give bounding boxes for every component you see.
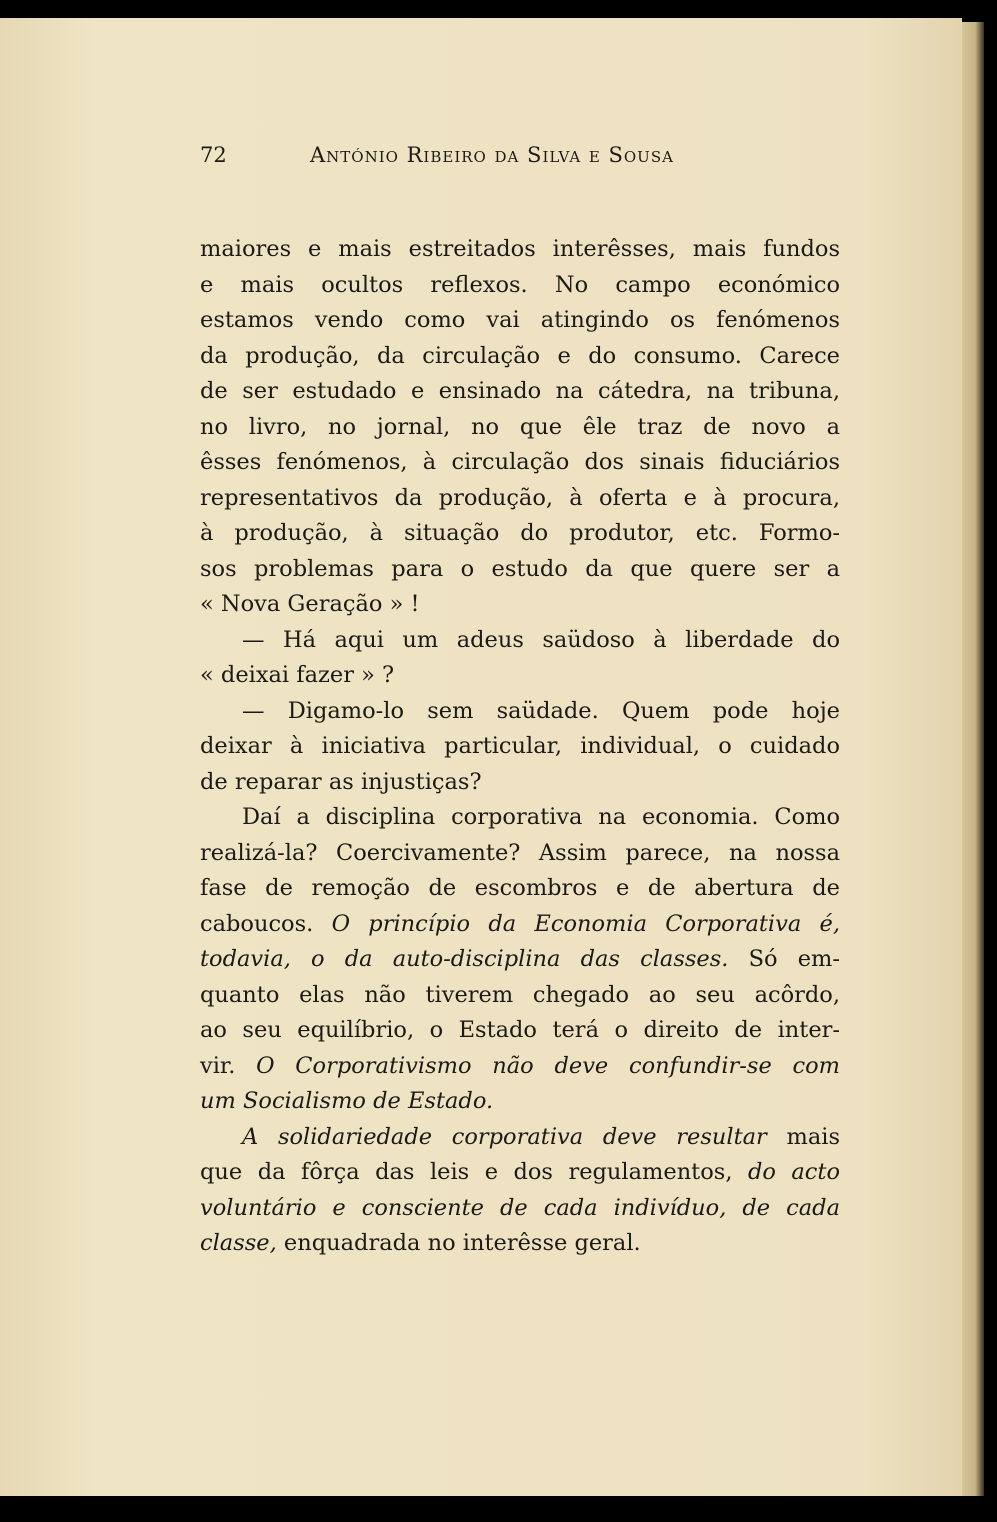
text-run: estamos vendo como vai atingindo os fenómenos bbox=[200, 307, 840, 333]
text-run: caboucos. bbox=[200, 910, 332, 937]
text-line bbox=[200, 303, 840, 339]
text-run: representativos da produção, à oferta e à procura, bbox=[200, 484, 840, 511]
text-line bbox=[200, 729, 840, 765]
text-run: que da fôrça das leis e dos regulamentos, bbox=[200, 1159, 748, 1185]
text-run: « deixai fazer » ? bbox=[200, 662, 395, 688]
italic-text: O Corporativismo não deve confundir-se com bbox=[256, 1052, 840, 1079]
text-line bbox=[200, 1084, 840, 1120]
text-line bbox=[200, 232, 840, 268]
text-line bbox=[200, 1049, 840, 1085]
text-run: maiores e mais estreitados interêsses, mais fundos bbox=[200, 236, 840, 262]
text-line bbox=[200, 871, 840, 907]
text-run: realizá-la? Coercivamente? Assim parece, na nossa bbox=[200, 839, 840, 866]
text-run: no livro, no jornal, no que êle traz de novo a bbox=[200, 413, 840, 440]
text-run: mais bbox=[766, 1123, 840, 1150]
text-run: — Digamo-lo sem saüdade. Quem pode hoje bbox=[242, 697, 840, 724]
text-line bbox=[200, 1155, 840, 1191]
italic-text: voluntário e consciente de cada indivíduo, de cada bbox=[200, 1194, 840, 1221]
text-line bbox=[200, 516, 840, 552]
text-line bbox=[200, 445, 840, 481]
text-line bbox=[200, 800, 840, 836]
text-line bbox=[200, 552, 840, 588]
text-line bbox=[200, 978, 840, 1014]
text-run: — Há aqui um adeus saüdoso à liberdade do bbox=[242, 626, 840, 653]
text-run: Só em- bbox=[728, 946, 840, 972]
text-run: Daí a disciplina corporativa na economia. Como bbox=[242, 804, 840, 830]
text-line bbox=[200, 268, 840, 304]
text-line bbox=[200, 658, 840, 694]
text-line bbox=[200, 623, 840, 659]
italic-text: O princípio da Economia Corporativa é, bbox=[331, 910, 840, 937]
text-line bbox=[200, 694, 840, 730]
text-line bbox=[200, 374, 840, 410]
text-run: da produção, da circulação e do consumo. Carece bbox=[200, 342, 840, 369]
italic-text: um Socialismo de Estado. bbox=[200, 1088, 494, 1114]
text-run: ao seu equilíbrio, o Estado terá o direito de inter- bbox=[200, 1017, 840, 1043]
text-line bbox=[200, 1191, 840, 1227]
text-run: de ser estudado e ensinado na cátedra, na tribuna, bbox=[200, 378, 840, 404]
text-run: e mais ocultos reflexos. No campo económico bbox=[200, 271, 840, 298]
text-run: quanto elas não tiverem chegado ao seu acôrdo, bbox=[200, 981, 840, 1008]
italic-text: classe, bbox=[200, 1230, 277, 1256]
page-number: 72 bbox=[200, 143, 227, 167]
text-line bbox=[200, 410, 840, 446]
text-line bbox=[200, 836, 840, 872]
text-run: deixar à iniciativa particular, individual, o cuidado bbox=[200, 733, 840, 759]
text-line bbox=[200, 907, 840, 943]
text-line bbox=[200, 1013, 840, 1049]
text-line bbox=[200, 765, 840, 801]
italic-text: todavia, o da auto-disciplina das classes. bbox=[200, 946, 729, 972]
running-title: António Ribeiro da Silva e Sousa bbox=[310, 143, 674, 167]
text-run: enquadrada no interêsse geral. bbox=[276, 1230, 641, 1256]
text-run: fase de remoção de escombros e de abertura de bbox=[200, 875, 840, 901]
text-line bbox=[200, 587, 840, 623]
text-line bbox=[200, 1226, 840, 1262]
text-line bbox=[200, 942, 840, 978]
text-line bbox=[200, 481, 840, 517]
text-run: sos problemas para o estudo da que quere ser a bbox=[200, 555, 840, 582]
body-text bbox=[200, 232, 840, 1262]
text-run: à produção, à situação do produtor, etc. Formo- bbox=[200, 520, 840, 546]
text-run: vir. bbox=[200, 1052, 257, 1079]
text-run: de reparar as injustiças? bbox=[200, 768, 482, 795]
text-run: « Nova Geração » ! bbox=[200, 591, 420, 617]
text-line bbox=[200, 339, 840, 375]
text-run: êsses fenómenos, à circulação dos sinais fiduciários bbox=[200, 449, 840, 475]
text-line bbox=[200, 1120, 840, 1156]
italic-text: do acto bbox=[747, 1159, 840, 1185]
page-edge bbox=[962, 22, 984, 1496]
italic-text: A solidariedade corporativa deve resultar bbox=[242, 1123, 767, 1150]
